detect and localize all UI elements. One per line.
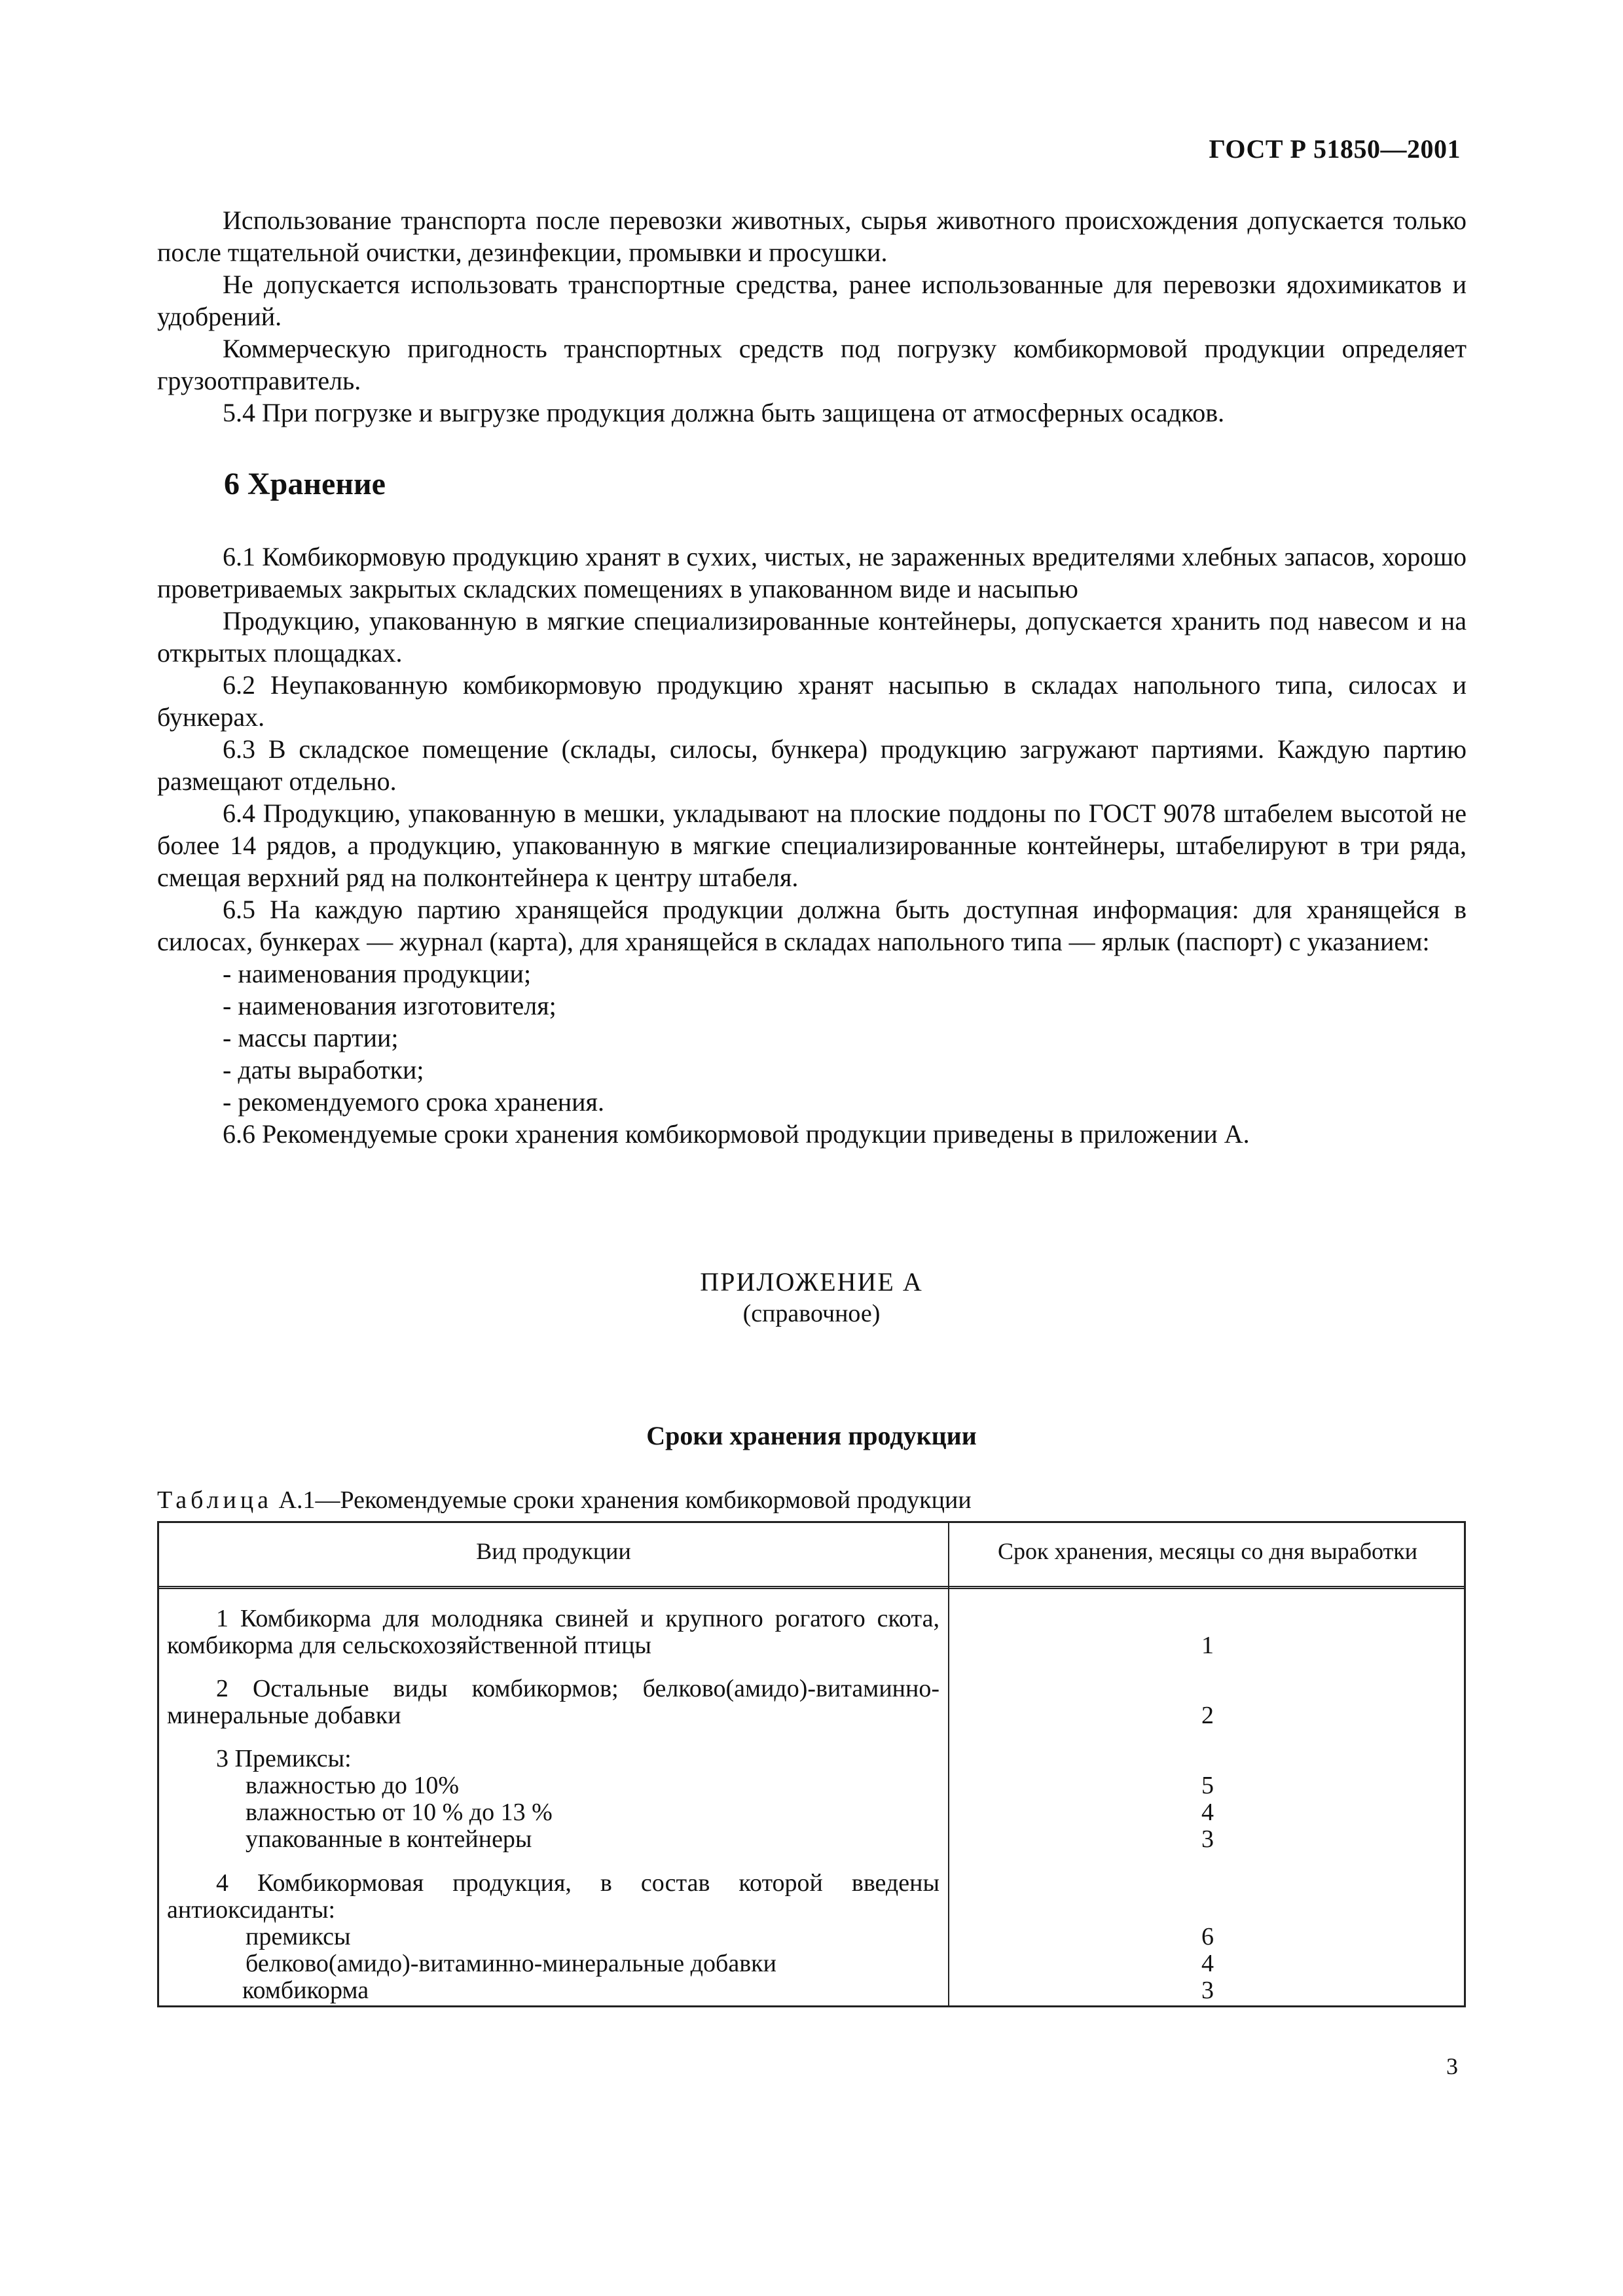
storage-section — [157, 541, 1467, 1150]
table-row-3-value: 4 — [1201, 1799, 1214, 1826]
paragraph: 6.4 Продукцию, упакованную в мешки, укладывают на плоские поддоны по ГОСТ 9078 штабелем высотой не более 14 рядов, а продукцию, упакованную в мягкие специализированные контейнеры, штабелируют в три ряда, смещая верхний ряд на полконтейнера к центру штабеля. — [157, 798, 1467, 892]
paragraph: 6.3 В складское помещение (склады, силосы, бункера) продукцию загружают партиями. Каждую партию размещают отдельно. — [157, 734, 1467, 796]
paragraph: Коммерческую пригодность транспортных средств под погрузку комбикормовой продукции определяет грузоотправитель. — [157, 334, 1467, 395]
header-divider — [159, 1586, 1464, 1589]
table-row-2-text: 2 Остальные виды комбикормов; белково(амидо)-витаминно-минеральные добавки — [167, 1675, 939, 1729]
table-row-3-sub: влажностью до 10% — [246, 1772, 459, 1799]
paragraph: 6.1 Комбикормовую продукцию хранят в сухих, чистых, не зараженных вредителями хлебных запасов, хорошо проветриваемых закрытых складских помещениях в упакованном виде и насыпью — [157, 542, 1467, 603]
table-row-2-value: 2 — [1201, 1702, 1214, 1729]
table-row-4-value: 4 — [1201, 1950, 1214, 1977]
table-row-3-value: 5 — [1201, 1772, 1214, 1799]
table-row-1-value: 1 — [1201, 1632, 1214, 1659]
table-row-4-value: 6 — [1201, 1923, 1214, 1950]
paragraph: 5.4 При погрузке и выгрузке продукция должна быть защищена от атмосферных осадков. — [223, 398, 1225, 427]
table-row-3-title: 3 Премиксы: — [216, 1745, 352, 1772]
document-code: ГОСТ Р 51850—2001 — [1209, 134, 1461, 164]
paragraph: Не допускается использовать транспортные средства, ранее использованные для перевозки ядохимикатов и удобрений. — [157, 270, 1467, 331]
table-row-4-value: 3 — [1201, 1977, 1214, 2004]
table-caption — [157, 1486, 972, 1515]
table-row-4-sub: комбикорма — [242, 1977, 369, 2004]
table-row-4-sub: премиксы — [246, 1923, 351, 1950]
list-item: - наименования изготовителя; — [223, 991, 556, 1020]
table-caption-text: А.1—Рекомендуемые сроки хранения комбикормовой продукции — [272, 1486, 972, 1514]
appendix-subtitle: (справочное) — [742, 1300, 881, 1327]
table-row-4-title: 4 Комбикормовая продукция, в состав которой введены антиоксиданты: — [167, 1869, 939, 1924]
table-row-3-value: 3 — [1201, 1825, 1214, 1853]
paragraph: Использование транспорта после перевозки животных, сырья животного происхождения допускается только после тщательной очистки, дезинфекции, промывки и просушки. — [157, 206, 1467, 267]
list-item: - даты выработки; — [223, 1055, 424, 1085]
column-header-product: Вид продукции — [476, 1538, 631, 1564]
table-row-3-sub: влажностью от 10 % до 13 % — [246, 1799, 553, 1826]
page-number: 3 — [1446, 2053, 1458, 2079]
appendix-title: ПРИЛОЖЕНИЕ А — [700, 1267, 923, 1297]
paragraph: 6.5 На каждую партию хранящейся продукции должна быть доступная информация: для хранящейся в силосах, бункерах — журнал (карта), для хранящейся в складах напольного типа — ярлык (паспорт) с указанием: — [157, 895, 1467, 956]
label-requirements-list — [157, 958, 1467, 1118]
appendix-heading: Сроки хранения продукции — [646, 1421, 977, 1450]
paragraph: 6.2 Неупакованную комбикормовую продукцию хранят насыпью в складах напольного типа, силосах и бункерах. — [157, 670, 1467, 732]
table-row-4-sub: белково(амидо)-витаминно-минеральные добавки — [246, 1950, 776, 1977]
storage-terms-table — [157, 1521, 1466, 2007]
table-row-3-sub: упакованные в контейнеры — [246, 1825, 532, 1853]
paragraph: 6.6 Рекомендуемые сроки хранения комбикормовой продукции приведены в приложении А. — [223, 1119, 1250, 1149]
table-row-1-text: 1 Комбикорма для молодняка свиней и крупного рогатого скота, комбикорма для сельскохозяйственной птицы — [167, 1605, 939, 1659]
table-caption-prefix: Таблица — [157, 1486, 273, 1514]
paragraph: Продукцию, упакованную в мягкие специализированные контейнеры, допускается хранить под навесом и на открытых площадках. — [157, 606, 1467, 668]
list-item: - рекомендуемого срока хранения. — [223, 1087, 604, 1117]
transport-section — [157, 204, 1467, 429]
column-header-term: Срок хранения, месяцы со дня выработки — [997, 1538, 1418, 1564]
section-title: 6 Хранение — [224, 467, 386, 501]
list-item: - массы партии; — [223, 1023, 399, 1052]
list-item: - наименования продукции; — [223, 959, 532, 988]
